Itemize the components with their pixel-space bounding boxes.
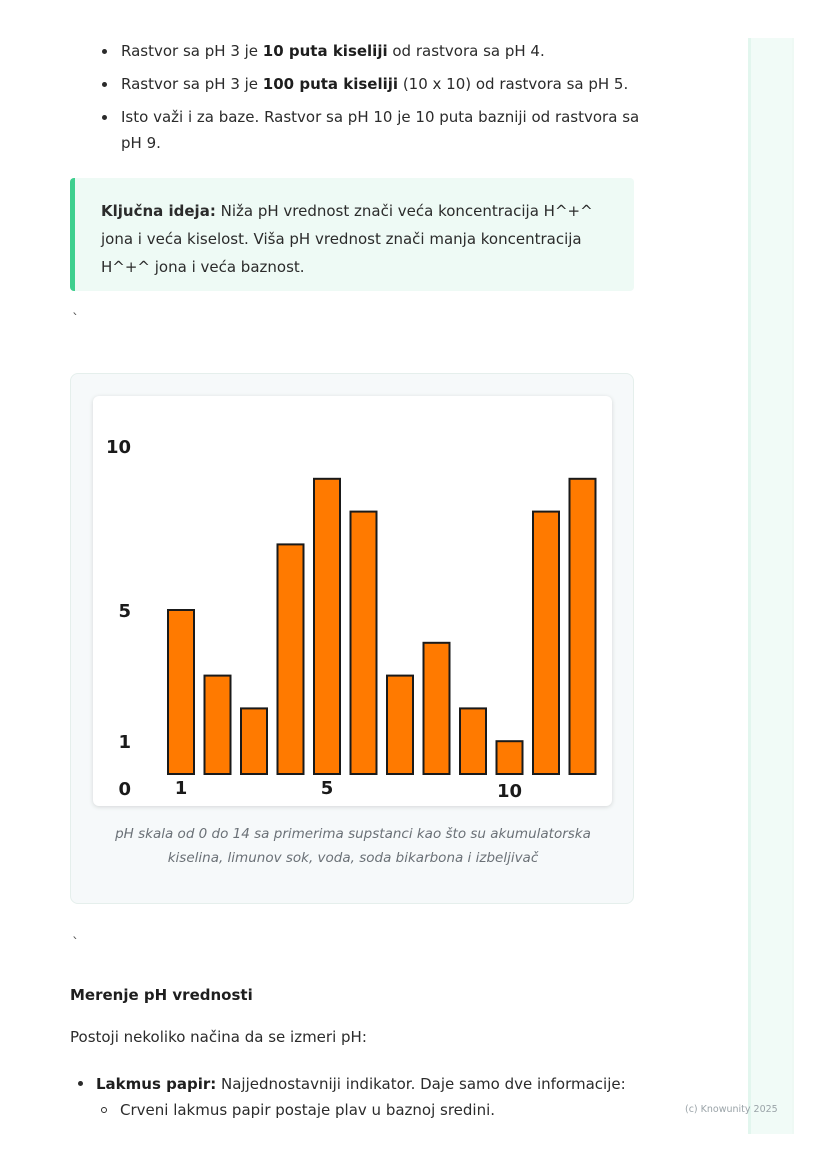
bar-5: [314, 479, 340, 774]
copyright-footer: (c) Knowunity 2025: [685, 1104, 778, 1115]
bar-12: [570, 479, 596, 774]
list-item: [100, 104, 640, 156]
list-item-emphasis: 10 puta kiseliji: [262, 42, 388, 60]
sub-list: [96, 1098, 636, 1122]
y-tick-label: 10: [105, 437, 131, 458]
y-tick-label: 1: [118, 732, 131, 754]
x-tick-label: 10: [496, 781, 523, 802]
ph-scale-figure: [70, 373, 634, 904]
list-item-text: (10 x 10) od rastvora sa pH 5.: [398, 75, 629, 93]
key-idea-callout: [70, 178, 634, 291]
stray-backtick: `: [72, 936, 79, 952]
list-item-emphasis: Lakmus papir:: [96, 1075, 217, 1093]
y-tick-label: 5: [118, 601, 131, 622]
list-item: [100, 38, 640, 64]
figure-caption: pH skala od 0 do 14 sa primerima supstanci kao što su akumulatorska kiselina, limunov sok, voda, soda bikarbona i izbeljivač: [115, 826, 591, 866]
callout-text: Niža pH vrednost znači veća koncentracija H^+^ jona i veća kiselost. Viša pH vrednost znači manja koncentracija H^+^ jona i veća baznost.: [101, 202, 593, 276]
bar-6: [351, 512, 377, 774]
list-item-text: Najjednostavniji indikator. Daje samo dve informacije:: [216, 1075, 626, 1093]
bar-9: [460, 708, 486, 774]
stray-backtick: `: [72, 312, 79, 328]
callout-label: Ključna ideja:: [101, 202, 216, 220]
measurement-methods-list: [76, 1072, 636, 1122]
x-tick-label: 1: [174, 778, 188, 799]
sub-list-item: Crveni lakmus papir postaje plav u baznoj sredini.: [96, 1098, 636, 1122]
list-item-text: Isto važi i za baze. Rastvor sa pH 10 je 10 puta bazniji od rastvora sa pH 9.: [121, 108, 640, 152]
bar-8: [424, 643, 450, 774]
list-item-text: Rastvor sa pH 3 je: [121, 75, 263, 93]
bar-4: [278, 544, 304, 774]
side-strip: [748, 38, 794, 1134]
chart-image: [93, 396, 612, 806]
list-item-text: od rastvora sa pH 4.: [387, 42, 545, 60]
bar-7: [387, 676, 413, 774]
list-item-text: Rastvor sa pH 3 je: [121, 42, 263, 60]
bar-3: [241, 708, 267, 774]
bar-chart: [93, 396, 612, 806]
bar-11: [533, 512, 559, 774]
x-tick-label: 5: [320, 778, 334, 799]
ph-comparison-list: [100, 38, 640, 163]
list-item: [100, 71, 640, 97]
bar-2: [205, 676, 231, 774]
list-item: [76, 1072, 636, 1122]
bar-10: [497, 741, 523, 774]
section-heading: Merenje pH vrednosti: [70, 986, 253, 1004]
section-intro: Postoji nekoliko načina da se izmeri pH:: [70, 1028, 367, 1046]
list-item-emphasis: 100 puta kiseliji: [262, 75, 399, 93]
bar-1: [168, 610, 194, 774]
y-tick-label: 0: [118, 779, 131, 800]
